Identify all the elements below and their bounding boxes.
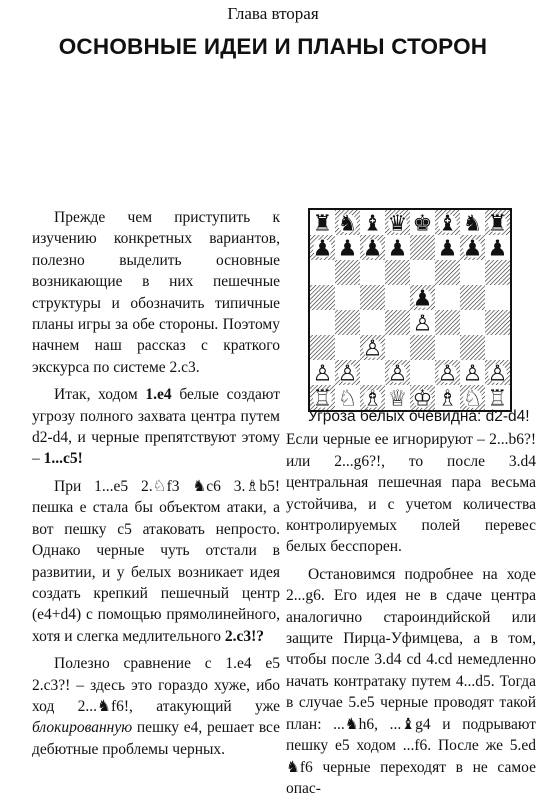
board-square bbox=[410, 260, 435, 285]
board-square bbox=[485, 335, 510, 360]
board-square bbox=[460, 310, 485, 335]
paragraph-g6-line: Остановимся подробнее на ходе 2...g6. Его идея не в сдаче центра аналогично староиндийской или защите Пирца-Уфимцева, а в том, чтобы после 3.d4 cd 4.cd немедленно начать контратаку путем 4...d5. Тогда в случае 5.e5 черные проводят такой план: ...♞h6, ...♝g4 и подрывают пешку e5 ходом ...f6. После же 5.ed ♞f6 черные переходят в не самое опас- bbox=[286, 565, 536, 797]
black-pawn-icon: ♟ bbox=[462, 236, 483, 262]
board-square bbox=[410, 235, 435, 260]
board-square bbox=[410, 360, 435, 385]
chapter-title: ОСНОВНЫЕ ИДЕИ И ПЛАНЫ СТОРОН bbox=[58, 34, 488, 59]
black-bishop-icon: ♝ bbox=[362, 211, 383, 237]
chess-board-svg bbox=[310, 210, 510, 410]
black-rook-icon: ♜ bbox=[312, 211, 333, 237]
chess-diagram bbox=[308, 208, 512, 412]
white-queen-icon: ♕ bbox=[387, 386, 408, 410]
board-square bbox=[435, 285, 460, 310]
board-square bbox=[435, 335, 460, 360]
white-rook-icon: ♖ bbox=[487, 386, 508, 410]
board-square bbox=[485, 260, 510, 285]
board-square bbox=[485, 310, 510, 335]
white-pawn-icon: ♙ bbox=[487, 361, 508, 387]
white-pawn-icon: ♙ bbox=[362, 336, 383, 362]
paragraph-threat: Если черные ее игнорируют – 2...b6?! или 2...g6?!, то после 3.d4 центральная пешечная пара весьма устойчива, и с учетом количества контролируемых полей перевес белых бесспорен. bbox=[286, 431, 536, 556]
white-pawn-icon: ♙ bbox=[312, 361, 333, 387]
black-king-icon: ♚ bbox=[412, 211, 433, 237]
board-square bbox=[385, 260, 410, 285]
black-knight-icon: ♞ bbox=[462, 211, 483, 237]
white-pawn-icon: ♙ bbox=[387, 361, 408, 387]
board-square bbox=[310, 335, 335, 360]
right-column bbox=[286, 406, 536, 799]
paragraph-first-move: Итак, ходом 1.e4 белые создают угрозу полного захвата центра путем d2-d4, и черные препятствуют этому – 1...c5! bbox=[32, 386, 280, 468]
black-pawn-icon: ♟ bbox=[362, 236, 383, 262]
board-square bbox=[360, 260, 385, 285]
board-square bbox=[310, 310, 335, 335]
white-king-icon: ♔ bbox=[412, 386, 433, 410]
white-knight-icon: ♘ bbox=[337, 386, 358, 410]
board-square bbox=[460, 335, 485, 360]
white-knight-icon: ♘ bbox=[462, 386, 483, 410]
board-square bbox=[435, 260, 460, 285]
board-square bbox=[310, 260, 335, 285]
black-knight-icon: ♞ bbox=[337, 211, 358, 237]
black-queen-icon: ♛ bbox=[387, 211, 408, 237]
diagram-caption: Угроза белых очевидна: d2-d4! bbox=[308, 408, 530, 425]
board-square bbox=[310, 285, 335, 310]
board-square bbox=[485, 285, 510, 310]
white-rook-icon: ♖ bbox=[312, 386, 333, 410]
board-square bbox=[335, 285, 360, 310]
white-pawn-icon: ♙ bbox=[437, 361, 458, 387]
board-square bbox=[360, 360, 385, 385]
paragraph-comparison: Полезно сравнение с 1.e4 e5 2.c3?! – здесь это гораздо хуже, ибо ход 2...♞f6!, атакующий уже блокированную пешку e4, решает все дебютные проблемы черных. bbox=[32, 655, 280, 758]
board-square bbox=[410, 335, 435, 360]
board-square bbox=[460, 285, 485, 310]
black-pawn-icon: ♟ bbox=[412, 286, 433, 312]
black-pawn-icon: ♟ bbox=[387, 236, 408, 262]
board-square bbox=[385, 310, 410, 335]
board-square bbox=[335, 260, 360, 285]
white-pawn-icon: ♙ bbox=[462, 361, 483, 387]
white-bishop-icon: ♗ bbox=[362, 386, 383, 410]
black-pawn-icon: ♟ bbox=[487, 236, 508, 262]
board-square bbox=[385, 335, 410, 360]
white-bishop-icon: ♗ bbox=[437, 386, 458, 410]
board-square bbox=[360, 285, 385, 310]
board-square bbox=[335, 335, 360, 360]
black-bishop-icon: ♝ bbox=[437, 211, 458, 237]
board-square bbox=[335, 310, 360, 335]
white-pawn-icon: ♙ bbox=[412, 311, 433, 337]
board-square bbox=[435, 310, 460, 335]
board-square bbox=[460, 260, 485, 285]
black-pawn-icon: ♟ bbox=[337, 236, 358, 262]
paragraph-alternative: При 1...e5 2.♘f3 ♞c6 3.♗b5! пешка e стала бы объектом атаки, а вот пешку c5 атаковать непросто. Однако черные чуть отстали в развитии, и у белых возникает идея создать крепкий пешечный центр (e4+d4) с помощью прямолинейного, хотя и слегка медлительного 2.c3!? bbox=[32, 477, 280, 645]
board-square bbox=[360, 310, 385, 335]
left-column bbox=[32, 207, 280, 760]
chapter-label: Глава вторая bbox=[227, 4, 319, 23]
paragraph-intro: Прежде чем приступить к изучению конкретных вариантов, полезно выделить основные возникающие в них пешечные структуры и обозначить типичные планы игры за обе стороны. Поэтому начнем наш рассказ с краткого экскурса по системе 2.c3. bbox=[32, 209, 280, 376]
black-pawn-icon: ♟ bbox=[312, 236, 333, 262]
board-square bbox=[385, 285, 410, 310]
black-rook-icon: ♜ bbox=[487, 211, 508, 237]
white-pawn-icon: ♙ bbox=[337, 361, 358, 387]
black-pawn-icon: ♟ bbox=[437, 236, 458, 262]
